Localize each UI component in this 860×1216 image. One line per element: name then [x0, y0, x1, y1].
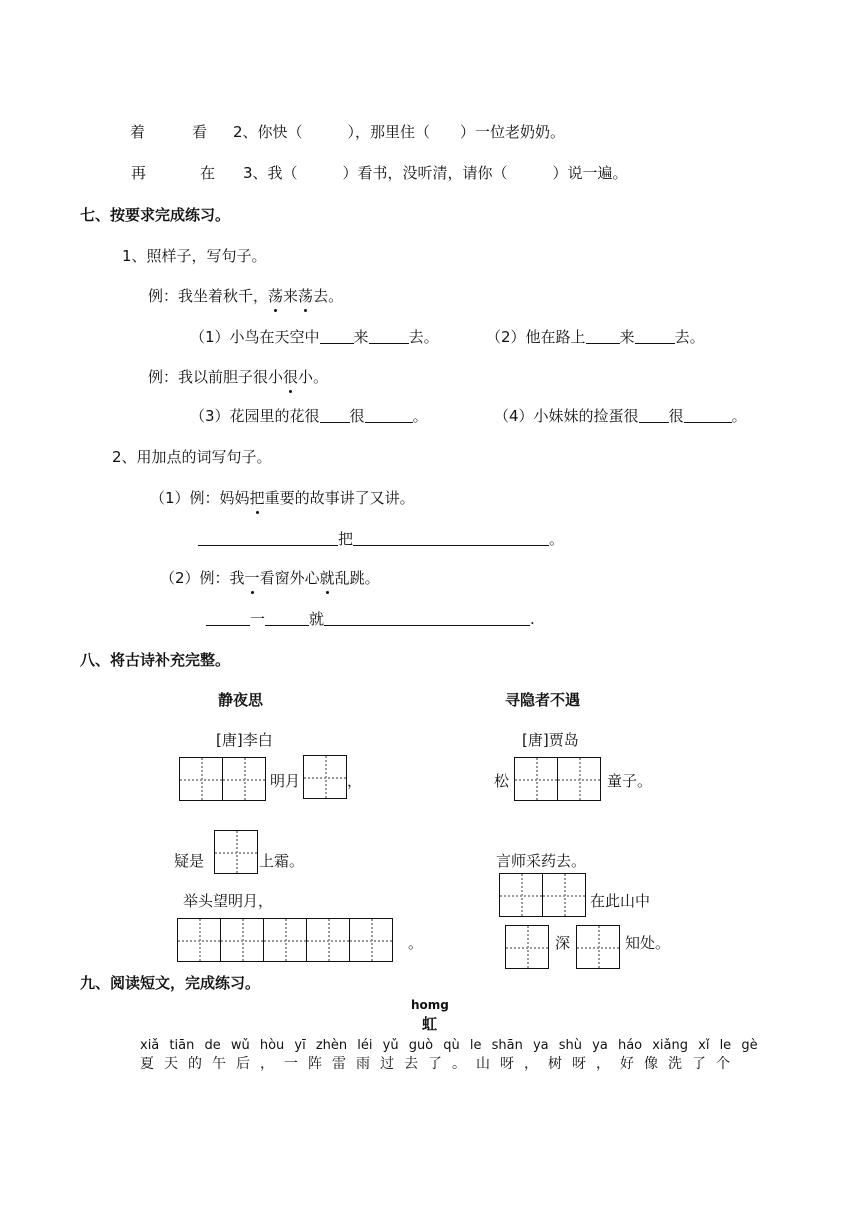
answer-blank[interactable]	[684, 407, 732, 423]
poem-2-line-1-a: 松	[494, 772, 510, 790]
fill-sentence-3: 3、我（ ）看书，没听清，请你（ ）说一遍。	[243, 164, 628, 182]
dotted-char: 一	[244, 569, 260, 587]
poem-1-author: [唐]李白	[216, 731, 273, 749]
section-9-heading: 九、阅读短文，完成练习。	[80, 974, 261, 992]
poem-1-title: 静夜思	[218, 691, 264, 709]
writing-box[interactable]	[263, 918, 307, 962]
q2-answer-line-1: 把 。	[198, 528, 564, 549]
poem-2-line-4-box-b[interactable]	[576, 925, 620, 969]
writing-box[interactable]	[220, 918, 264, 962]
dotted-char: 就	[319, 569, 335, 587]
answer-blank[interactable]	[324, 610, 530, 626]
dotted-char: 荡	[298, 287, 314, 305]
poem-1-line-1-end: ，	[347, 772, 363, 790]
answer-blank[interactable]	[635, 328, 675, 344]
answer-blank[interactable]	[353, 530, 549, 546]
answer-blank[interactable]	[320, 328, 354, 344]
writing-box[interactable]	[306, 918, 350, 962]
word-option-kan: 看	[192, 123, 208, 141]
sentence-2: （2）他在路上 来 去。	[486, 328, 705, 346]
q2-answer-line-2: 一 就 .	[206, 608, 535, 629]
question-7-2: 2、用加点的词写句子。	[112, 448, 272, 466]
section-7-heading: 七、按要求完成练习。	[80, 206, 231, 224]
poem-1-line-1-text: 明月	[270, 772, 301, 790]
answer-blank[interactable]	[265, 610, 309, 626]
writing-box[interactable]	[514, 757, 558, 801]
poem-1-line-1-box-b[interactable]	[303, 755, 347, 799]
section-8-heading: 八、将古诗补充完整。	[80, 651, 231, 669]
poem-2-title: 寻隐者不遇	[505, 691, 581, 709]
writing-box[interactable]	[505, 925, 549, 969]
writing-box[interactable]	[542, 873, 586, 917]
dotted-char: 很	[283, 368, 299, 386]
writing-box[interactable]	[214, 830, 258, 874]
example-2: 例：我以前胆子很小很小。	[148, 368, 329, 386]
answer-blank[interactable]	[198, 530, 338, 546]
writing-box[interactable]	[222, 757, 266, 801]
answer-blank[interactable]	[206, 610, 250, 626]
poem-2-line-4-end: 知处。	[625, 934, 671, 952]
word-option-zai-at: 在	[200, 164, 216, 182]
passage-text-line: 夏天的午后，一阵雷雨过去了。山呀，树呀，好像洗了个	[140, 1056, 740, 1072]
poem-2-line-2: 言师采药去。	[496, 852, 587, 870]
q2-example-1: （1）例：妈妈把重要的故事讲了又讲。	[150, 489, 415, 507]
poem-2-line-1-b: 童子。	[607, 772, 653, 790]
poem-2-line-1-boxes[interactable]	[514, 757, 601, 801]
dotted-char: 把	[249, 489, 265, 507]
answer-blank[interactable]	[639, 407, 669, 423]
poem-1-line-3: 举头望明月，	[183, 892, 274, 910]
word-option-zai-again: 再	[131, 164, 147, 182]
fill-sentence-2: 2、你快（ ），那里住（ ）一位老奶奶。	[233, 123, 566, 141]
question-7-1: 1、照样子，写句子。	[122, 247, 267, 265]
answer-blank[interactable]	[320, 407, 350, 423]
poem-1-line-2-b: 上霜。	[259, 852, 305, 870]
dotted-char: 荡	[268, 287, 284, 305]
q2-example-2: （2）例：我一看窗外心就乱跳。	[160, 569, 380, 587]
example-1: 例：我坐着秋千，荡来荡去。	[148, 287, 344, 305]
passage-title-pinyin: homg	[411, 998, 449, 1012]
writing-box[interactable]	[557, 757, 601, 801]
answer-blank[interactable]	[586, 328, 620, 344]
word-option-zhe: 着	[130, 123, 146, 141]
answer-blank[interactable]	[365, 407, 413, 423]
writing-box[interactable]	[499, 873, 543, 917]
passage-pinyin-line: xiǎ tiān de wǔ hòu yī zhèn léi yǔ guò qù le shān ya shù ya háo xiǎng xǐ le gè	[140, 1038, 758, 1053]
writing-box[interactable]	[576, 925, 620, 969]
poem-2-line-3-b: 在此山中	[590, 892, 651, 910]
poem-1-line-4-boxes[interactable]	[177, 918, 393, 962]
writing-box[interactable]	[179, 757, 223, 801]
writing-box[interactable]	[177, 918, 221, 962]
sentence-1: （1）小鸟在天空中 来 去。	[190, 328, 439, 346]
poem-2-line-4-box-a[interactable]	[505, 925, 549, 969]
poem-1-line-1-boxes[interactable]	[179, 757, 266, 801]
writing-box[interactable]	[303, 755, 347, 799]
sentence-4: （4）小妹妹的捡蛋很 很 。	[494, 407, 747, 425]
poem-1-line-2-a: 疑是	[174, 852, 205, 870]
answer-blank[interactable]	[369, 328, 409, 344]
passage-title: 虹	[422, 1015, 438, 1033]
poem-2-author: [唐]贾岛	[522, 731, 579, 749]
poem-2-line-3-boxes[interactable]	[499, 873, 586, 917]
poem-1-line-2-box[interactable]	[214, 830, 258, 874]
poem-1-line-4-end: 。	[408, 934, 424, 952]
sentence-3: （3）花园里的花很 很 。	[190, 407, 428, 425]
poem-2-line-4-mid: 深	[555, 934, 571, 952]
writing-box[interactable]	[349, 918, 393, 962]
